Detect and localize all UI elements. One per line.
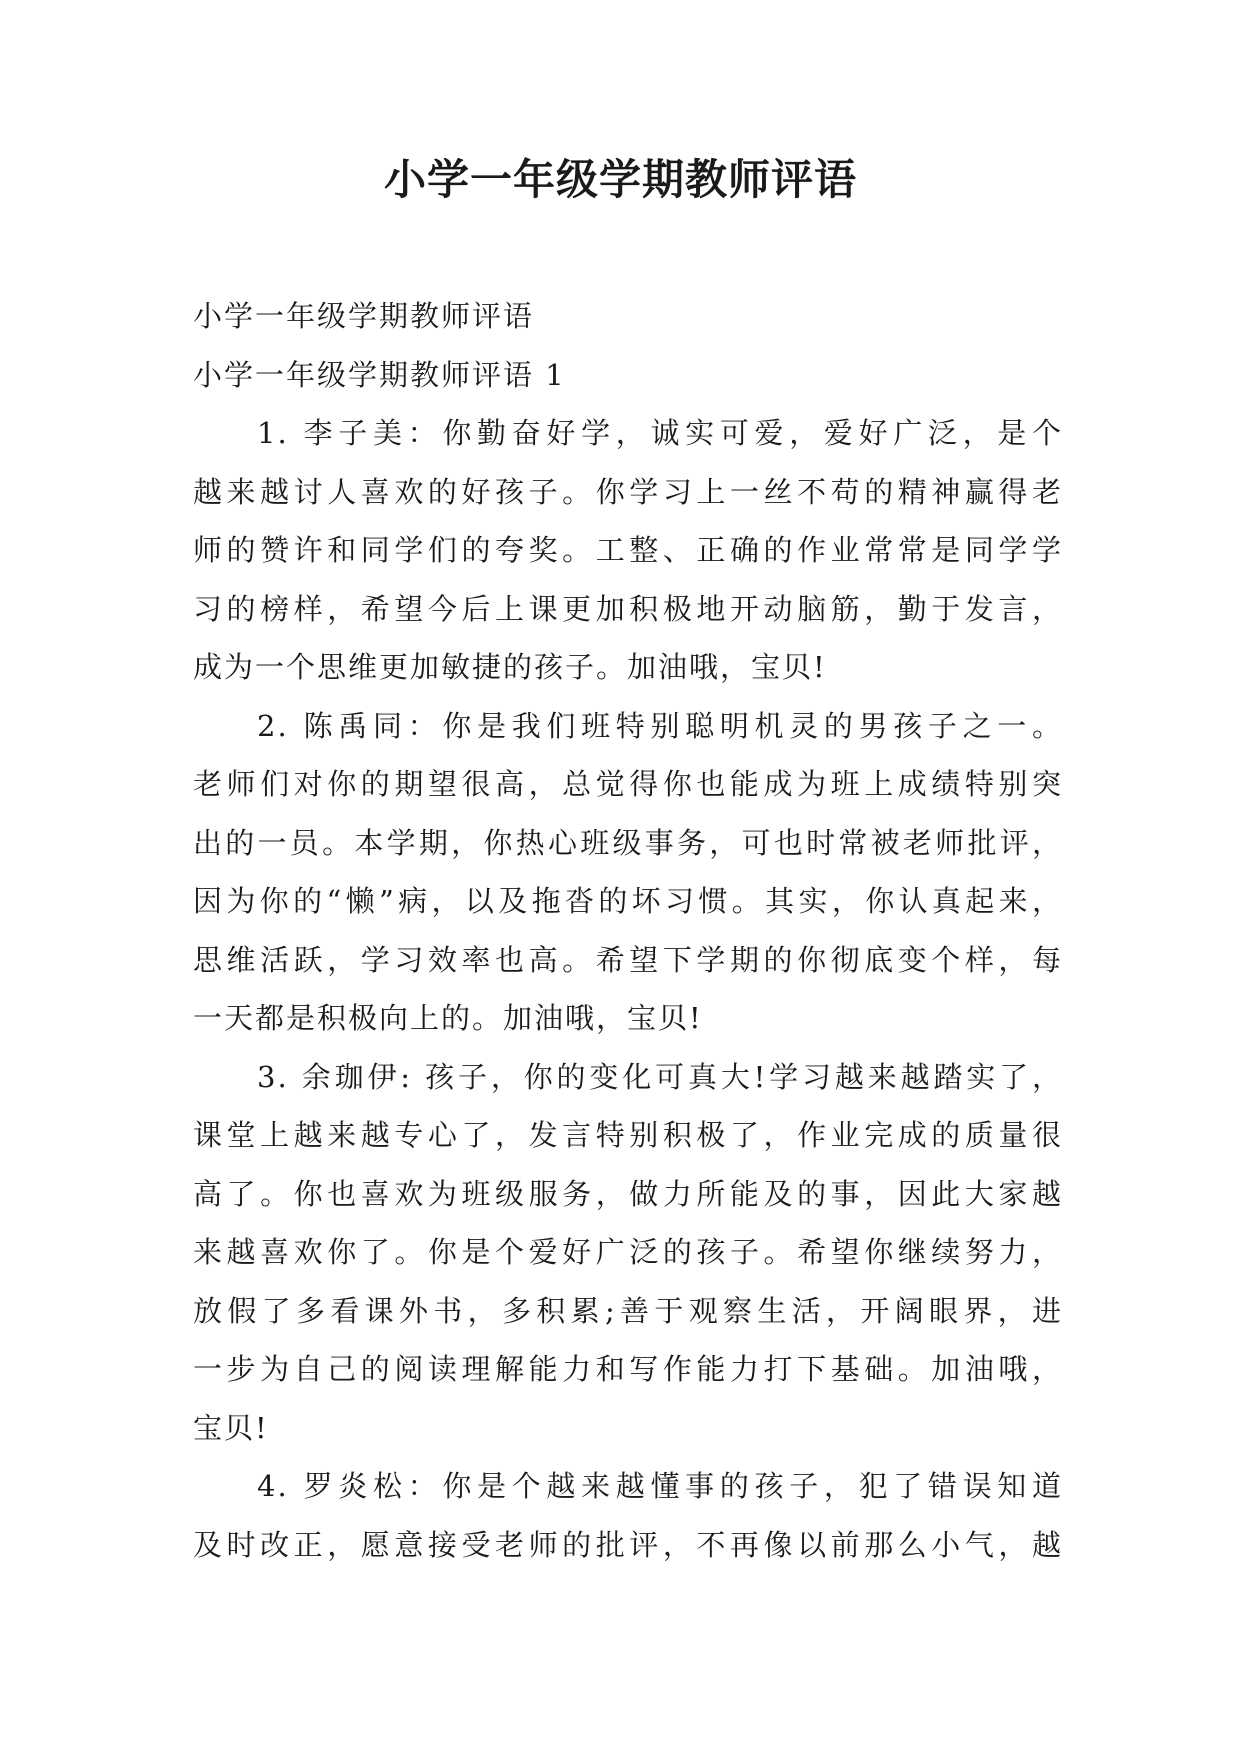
section-heading: 小学一年级学期教师评语 1 [193, 357, 566, 392]
paragraph-line: 来越喜欢你了。你是个爱好广泛的孩子。希望你继续努力， [193, 1235, 1063, 1269]
subtitle: 小学一年级学期教师评语 [193, 299, 535, 333]
paragraph-line: 4. 罗炎松：你是个越来越懂事的孩子，犯了错误知道 [257, 1469, 1063, 1503]
paragraph-2 [193, 697, 1063, 1048]
paragraph-line: 出的一员。本学期，你热心班级事务，可也时常被老师批评， [193, 825, 1063, 860]
paragraph-line: 老师们对你的期望很高，总觉得你也能成为班上成绩特别突 [193, 767, 1063, 801]
paragraph-line: 高了。你也喜欢为班级服务，做力所能及的事，因此大家越 [193, 1176, 1063, 1211]
paragraph-4 [193, 1457, 1063, 1574]
paragraph-3 [193, 1048, 1063, 1458]
paragraph-line: 一步为自己的阅读理解能力和写作能力打下基础。加油哦， [193, 1352, 1063, 1386]
paragraph-line: 思维活跃，学习效率也高。希望下学期的你彻底变个样，每 [193, 942, 1063, 977]
paragraph-1 [193, 404, 1063, 697]
paragraph-line: 2. 陈禹同：你是我们班特别聪明机灵的男孩子之一。 [257, 708, 1063, 743]
paragraph-line: 课堂上越来越专心了，发言特别积极了，作业完成的质量很 [193, 1118, 1063, 1152]
paragraph-line: 成为一个思维更加敏捷的孩子。加油哦，宝贝! [193, 650, 827, 684]
paragraph-line: 师的赞许和同学们的夸奖。工整、正确的作业常常是同学学 [193, 533, 1063, 567]
paragraph-line: 宝贝! [193, 1410, 269, 1445]
paragraph-line: 习的榜样，希望今后上课更加积极地开动脑筋，勤于发言， [193, 591, 1063, 626]
paragraph-line: 及时改正，愿意接受老师的批评，不再像以前那么小气，越 [193, 1527, 1063, 1562]
paragraph-line: 3. 余珈伊: 孩子，你的变化可真大!学习越来越踏实了， [257, 1059, 1063, 1094]
document-body [193, 287, 1063, 1574]
paragraph-line: 1. 李子美：你勤奋好学，诚实可爱，爱好广泛，是个 [257, 416, 1063, 450]
paragraph-line: 越来越讨人喜欢的好孩子。你学习上一丝不苟的精神赢得老 [193, 474, 1063, 509]
paragraph-line: 因为你的“懒”病，以及拖沓的坏习惯。其实，你认真起来， [193, 884, 1063, 918]
document-title: 小学一年级学期教师评语 [383, 155, 857, 204]
paragraph-line: 放假了多看课外书，多积累;善于观察生活，开阔眼界，进 [193, 1293, 1063, 1328]
paragraph-line: 一天都是积极向上的。加油哦，宝贝! [193, 1001, 703, 1035]
